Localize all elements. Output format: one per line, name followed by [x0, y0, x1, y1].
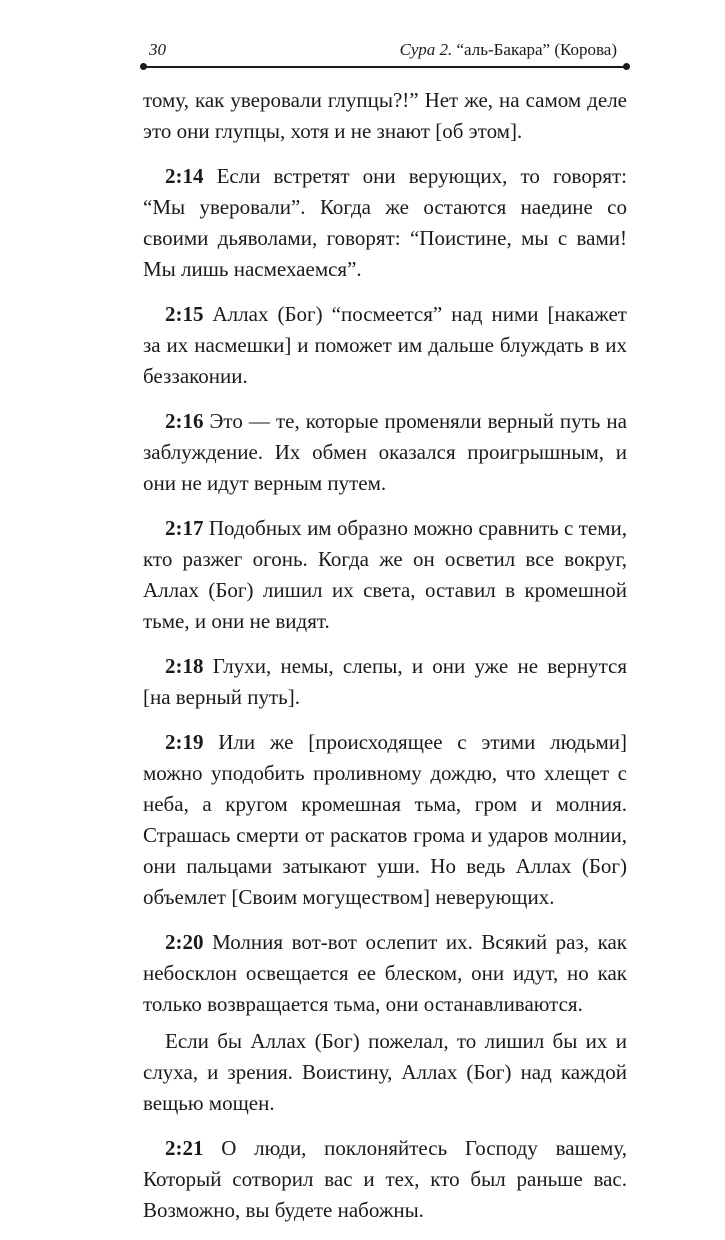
verse-text: Аллах (Бог) “посмеется” над ними [накажет за их насмешки] и поможет им дальше блуждать в их беззаконии.	[143, 302, 627, 388]
verse-text: Подобных им образно можно сравнить с теми, кто разжег огонь. Когда же он осветил все вокруг, Аллах (Бог) лишил их света, оставил в кромешной тьме, и они не видят.	[143, 516, 627, 633]
page-header	[143, 38, 627, 68]
verse-text: Молния вот-вот ослепит их. Всякий раз, как небосклон освещается ее блеском, они идут, но как только возвращается тьма, они останавливаются.	[143, 930, 627, 1016]
running-head-sura: Сура 2.	[399, 40, 453, 59]
verse-number: 2:18	[165, 654, 204, 678]
verse-2-17	[143, 513, 627, 637]
page-number: 30	[149, 40, 166, 59]
verse-text: Если бы Аллах (Бог) пожелал, то лишил бы их и слуха, и зрения. Воистину, Аллах (Бог) над каждой вещью мощен.	[143, 1029, 627, 1115]
verse-text: Это — те, которые променяли верный путь на заблуждение. Их обмен оказался проигрышным, и они не идут верным путем.	[143, 409, 627, 495]
verse-2-20-continuation	[143, 1026, 627, 1119]
verse-number: 2:14	[165, 164, 204, 188]
verse-text: Если встретят они верующих, то говорят: “Мы уверовали”. Когда же остаются наедине со своими дьяволами, говорят: “Поистине, мы с вами! Мы лишь насмехаемся”.	[143, 164, 627, 281]
verse-2-21	[143, 1133, 627, 1226]
body-text	[143, 85, 627, 1240]
verse-text: Глухи, немы, слепы, и они уже не вернутся [на верный путь].	[143, 654, 627, 709]
verse-text: О люди, поклоняйтесь Господу вашему, Который сотворил вас и тех, кто был раньше вас. Возможно, вы будете набожны.	[143, 1136, 627, 1222]
verse-2-18	[143, 651, 627, 713]
header-rule	[143, 66, 627, 68]
verse-number: 2:20	[165, 930, 204, 954]
verse-number: 2:21	[165, 1136, 204, 1160]
verse-number: 2:17	[165, 516, 204, 540]
verse-number: 2:19	[165, 730, 204, 754]
verse-number: 2:15	[165, 302, 204, 326]
paragraph-text: тому, как уверовали глупцы?!” Нет же, на самом деле это они глупцы, хотя и не знают [об этом].	[143, 88, 627, 143]
verse-2-20	[143, 927, 627, 1020]
verse-2-19	[143, 727, 627, 913]
running-head-title: “аль-Бакара” (Корова)	[452, 40, 617, 59]
verse-2-15	[143, 299, 627, 392]
verse-2-14	[143, 161, 627, 285]
running-head	[400, 40, 617, 60]
verse-text: Или же [происходящее с этими людьми] можно уподобить проливному дождю, что хлещет с неба, а кругом кромешная тьма, гром и молния. Страшась смерти от раскатов грома и ударов молнии, они пальцами затыкают уши. Но ведь Аллах (Бог) объемлет [Своим могуществом] неверующих.	[143, 730, 627, 909]
rule-dot-left	[140, 63, 147, 70]
rule-dot-right	[623, 63, 630, 70]
verse-number: 2:16	[165, 409, 204, 433]
paragraph-continuation	[143, 85, 627, 147]
verse-2-16	[143, 406, 627, 499]
